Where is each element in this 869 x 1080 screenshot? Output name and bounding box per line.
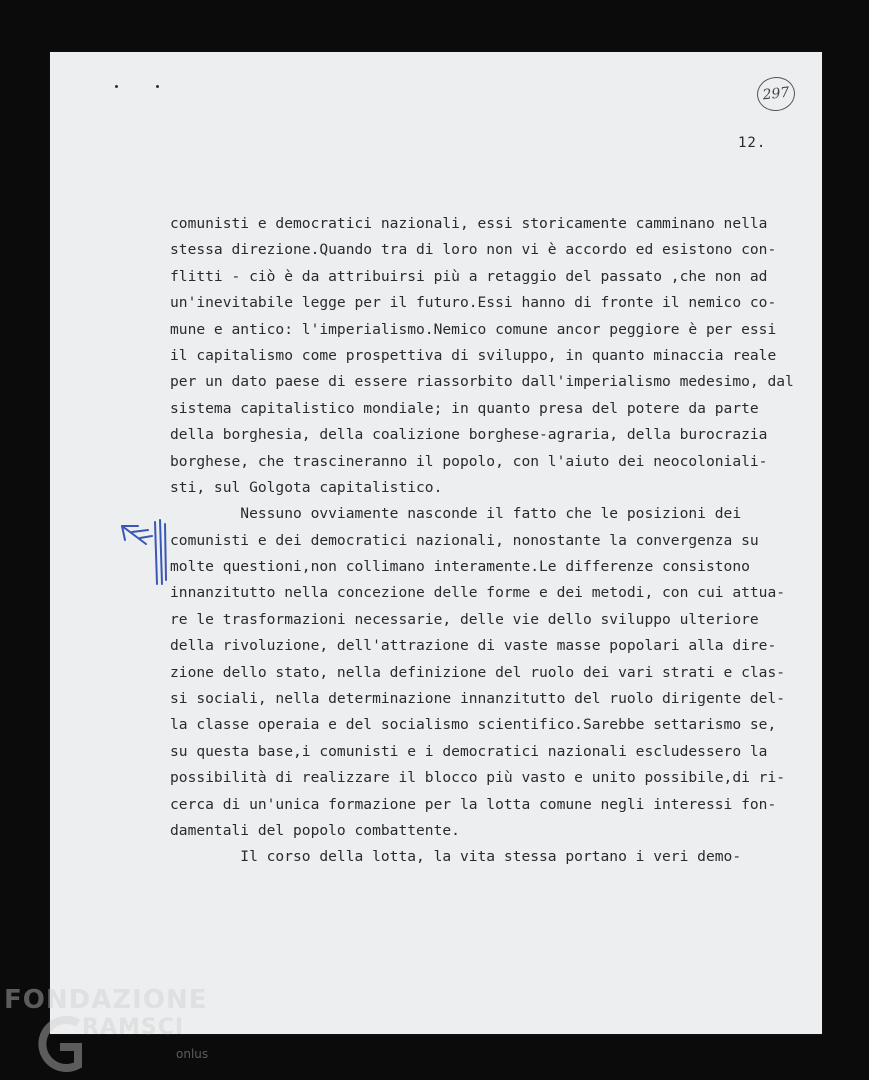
- text-line: mune e antico: l'imperialismo.Nemico comune ancor peggiore è per essi: [170, 320, 777, 338]
- document-body: [170, 211, 820, 871]
- text-line: damentali del popolo combattente.: [170, 821, 460, 839]
- paper-speck: [156, 85, 159, 88]
- watermark-line1: FONDAZIONE: [4, 985, 208, 1015]
- text-line: comunisti e democratici nazionali, essi storicamente camminano nella: [170, 215, 768, 232]
- text-line: zione dello stato, nella definizione del ruolo dei vari strati e clas-: [170, 663, 786, 681]
- text-line: della rivoluzione, dell'attrazione di vaste masse popolari alla dire-: [170, 637, 777, 655]
- margin-arrow-annotation: [118, 518, 170, 588]
- paper-speck: [115, 85, 118, 88]
- text-line: la classe operaia e del socialismo scientifico.Sarebbe settarismo se,: [170, 716, 777, 734]
- fondazione-gramsci-watermark: [4, 985, 234, 1080]
- page-number: 12.: [738, 135, 767, 151]
- text-line: molte questioni,non collimano interamente.Le differenze consistono: [170, 558, 750, 576]
- text-line: su questa base,i comunisti e i democratici nazionali escludessero la: [170, 742, 768, 760]
- text-line: della borghesia, della coalizione borghese-agraria, della burocrazia: [170, 426, 768, 444]
- watermark-line2: RAMSCI: [82, 1015, 185, 1040]
- text-line: si sociali, nella determinazione innanzitutto del ruolo dirigente del-: [170, 690, 786, 708]
- text-line: Nessuno ovviamente nasconde il fatto che le posizioni dei: [170, 505, 742, 523]
- text-line: cerca di un'unica formazione per la lotta comune negli interessi fon-: [170, 795, 777, 813]
- text-line: sti, sul Golgota capitalistico.: [170, 478, 443, 496]
- archive-number-stamp: 297: [755, 75, 796, 113]
- text-line: stessa direzione.Quando tra di loro non vi è accordo ed esistono con-: [170, 241, 777, 259]
- text-line: sistema capitalistico mondiale; in quanto presa del potere da parte: [170, 399, 759, 417]
- text-line: innanzitutto nella concezione delle forme e dei metodi, con cui attua-: [170, 584, 786, 602]
- text-line: comunisti e dei democratici nazionali, nonostante la convergenza su: [170, 531, 759, 549]
- text-line: per un dato paese di essere riassorbito dall'imperialismo medesimo, dal: [170, 373, 794, 391]
- text-line: re le trasformazioni necessarie, delle vie dello sviluppo ulteriore: [170, 610, 759, 628]
- text-line: possibilità di realizzare il blocco più vasto e unito possibile,di ri-: [170, 769, 786, 787]
- text-line: Il corso della lotta, la vita stessa portano i veri demo-: [170, 848, 742, 866]
- text-line: un'inevitabile legge per il futuro.Essi hanno di fronte il nemico co-: [170, 294, 777, 312]
- text-line: il capitalismo come prospettiva di sviluppo, in quanto minaccia reale: [170, 346, 777, 364]
- gramsci-g-logo-icon: [34, 1015, 84, 1077]
- watermark-line3: onlus: [176, 1047, 209, 1061]
- text-line: borghese, che trascineranno il popolo, con l'aiuto dei neocoloniali-: [170, 452, 768, 470]
- text-line: flitti - ciò è da attribuirsi più a retaggio del passato ,che non ad: [170, 267, 768, 285]
